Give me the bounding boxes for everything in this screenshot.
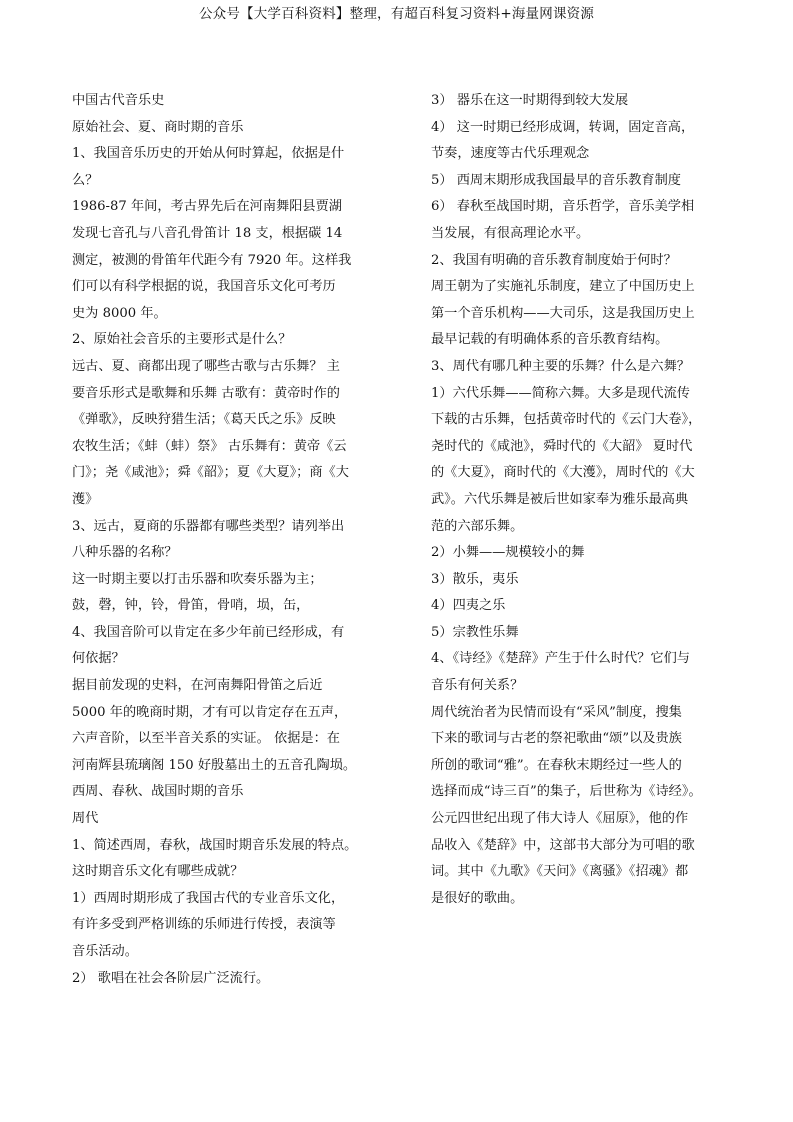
text-line: 3、周代有哪几种主要的乐舞？什么是六舞？ [431, 358, 690, 374]
text-line: 音乐活动。 [72, 944, 138, 959]
text-line: 当发展，有很高理论水平。 [431, 225, 590, 241]
text-line: 4） 这一时期已经形成调，转调，固定音高， [431, 119, 695, 135]
text-line: 河南辉县琉璃阁 150 好殷墓出土的五音孔陶埙。 [72, 757, 357, 773]
text-line: 门》；尧《咸池》；舜《韶》；夏《大夏》；商《大 [72, 465, 349, 481]
text-line: 5）宗教性乐舞 [431, 624, 519, 640]
text-line: 音乐有何关系？ [431, 678, 524, 694]
text-line: 4）四夷之乐 [431, 598, 506, 614]
text-line: 鼓，磬，钟，铃，骨笛，骨哨，埙，缶， [72, 598, 310, 614]
text-line: 3、远古，夏商的乐器都有哪些类型？请列举出 [72, 518, 345, 534]
text-line: 六声音阶，以至半音关系的实证。 依据是：在 [72, 731, 340, 747]
text-line: 西周、春秋、战国时期的音乐 [72, 784, 244, 800]
text-line: 八种乐器的名称？ [72, 545, 178, 561]
text-line: 的《大夏》，商时代的《大濩》，周时代的《大 [431, 465, 695, 481]
text-line: 尧时代的《咸池》，舜时代的《大韶》 夏时代 [431, 438, 693, 454]
left-column [72, 88, 364, 992]
text-line: 节奏，速度等古代乐理观念 [431, 146, 590, 162]
text-line: 5000 年的晚商时期，才有可以肯定存在五声， [72, 704, 348, 720]
text-line: 据目前发现的史料，在河南舞阳骨笛之后近 [72, 678, 323, 694]
text-line: 2）小舞——规模较小的舞 [431, 545, 585, 561]
text-line: 发现七音孔与八音孔骨笛计 18 支，根据碳 14 [72, 225, 343, 241]
text-line: 周代统治者为民情而设有“采风”制度，搜集 [431, 704, 682, 720]
text-line: 测定，被测的骨笛年代距今有 7920 年。这样我 [72, 252, 352, 268]
text-line: 最早记载的有明确体系的音乐教育结构。 [431, 332, 669, 348]
text-line: 1、简述西周，春秋，战国时期音乐发展的特点。 [72, 837, 358, 853]
text-line: 史为 8000 年。 [72, 305, 167, 321]
text-line: 所创的歌词“雅”。在春秋末期经过一些人的 [431, 757, 682, 773]
text-line: 1）六代乐舞——简称六舞。大多是现代流传 [431, 385, 690, 401]
text-line: 下来的歌词与古老的祭祀歌曲“颂”以及贵族 [431, 731, 682, 747]
text-line: 4、我国音阶可以肯定在多少年前已经形成，有 [72, 624, 345, 640]
text-line: 原始社会、夏、商时期的音乐 [72, 119, 244, 135]
text-line: 第一个音乐机构——大司乐，这是我国历史上 [431, 305, 695, 321]
text-line: 4、《诗经》《楚辞》产生于什么时代？它们与 [431, 651, 690, 667]
text-line: 3） 器乐在这一时期得到较大发展 [431, 93, 629, 108]
text-line: 农牧生活；《蚌（蚌）祭》 古乐舞有：黄帝《云 [72, 438, 347, 454]
text-line: 2） 歌唱在社会各阶层广泛流行。 [72, 970, 270, 986]
text-line: 1986-87 年间，考古界先后在河南舞阳县贾湖 [72, 199, 342, 215]
text-line: 中国古代音乐史 [72, 93, 165, 108]
text-line: 范的六部乐舞。 [431, 518, 524, 534]
text-line: 选择而成“诗三百”的集子，后世称为《诗经》。 [431, 784, 702, 800]
text-line: 有许多受到严格训练的乐师进行传授，表演等 [72, 917, 336, 933]
text-line: 品收入《楚辞》中，这部书大部分为可唱的歌 [431, 837, 695, 853]
text-line: 周王朝为了实施礼乐制度，建立了中国历史上 [431, 279, 695, 295]
text-line: 濩》 [72, 491, 99, 507]
text-line: 2、原始社会音乐的主要形式是什么？ [72, 332, 292, 348]
page-header: 公众号【大学百科资料】整理，有超百科复习资料+海量网课资源 [198, 6, 595, 22]
text-line: 公元四世纪出现了伟大诗人《屈原》，他的作 [431, 811, 689, 827]
text-line: 要音乐形式是歌舞和乐舞 古歌有：黄帝时作的 [72, 385, 340, 401]
text-line: 是很好的歌曲。 [431, 890, 524, 906]
text-line: 2、我国有明确的音乐教育制度始于何时？ [431, 252, 677, 268]
text-line: 6） 春秋至战国时期，音乐哲学，音乐美学相 [431, 199, 695, 215]
text-line: 下载的古乐舞，包括黄帝时代的《云门大卷》， [431, 412, 702, 428]
text-line: 5） 西周末期形成我国最早的音乐教育制度 [431, 172, 681, 188]
text-line: 远古、夏、商都出现了哪些古歌与古乐舞？ 主 [72, 358, 340, 374]
text-line: 周代 [72, 811, 99, 827]
text-line: 这时期音乐文化有哪些成就？ [72, 864, 244, 880]
text-line: 词。其中《九歌》《天问》《离骚》《招魂》都 [431, 864, 689, 880]
text-line: 《弹歌》，反映狩猎生活；《葛天氏之乐》反映 [72, 412, 336, 428]
text-line: 武》。六代乐舞是被后世如家奉为雅乐最高典 [431, 491, 689, 507]
right-column [431, 88, 723, 912]
text-line: 么？ [72, 172, 99, 188]
text-line: 1、我国音乐历史的开始从何时算起，依据是什 [72, 146, 345, 162]
text-line: 何依据？ [72, 651, 125, 667]
text-line: 3）散乐，夷乐 [431, 571, 519, 587]
text-line: 们可以有科学根据的说，我国音乐文化可考历 [72, 279, 336, 295]
text-line: 这一时期主要以打击乐器和吹奏乐器为主； [72, 571, 323, 587]
text-line: 1）西周时期形成了我国古代的专业音乐文化， [72, 890, 345, 906]
